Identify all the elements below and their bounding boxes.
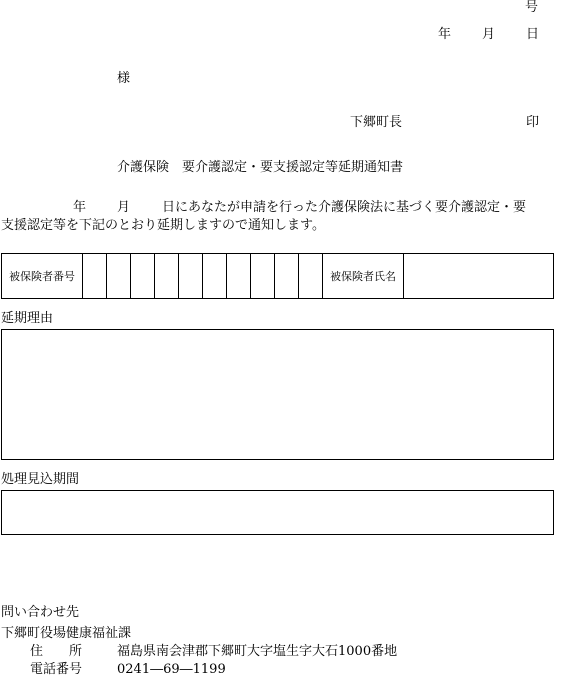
insured-number-digit-3[interactable] <box>131 254 155 299</box>
date-year-label: 年 <box>438 27 452 42</box>
body-year-label: 年 <box>73 200 87 215</box>
insured-number-digit-1[interactable] <box>83 254 107 299</box>
contact-office: 下郷町役場健康福祉課 <box>1 626 132 641</box>
body-text-line1: 日にあなたが申請を行った介護保険法に基づく要介護認定・要 <box>162 200 527 215</box>
number-label: 号 <box>525 0 539 15</box>
insured-number-digit-4[interactable] <box>155 254 179 299</box>
insured-number-digit-5[interactable] <box>179 254 203 299</box>
issuer-title: 下郷町長 <box>350 115 403 130</box>
insured-number-digit-7[interactable] <box>227 254 251 299</box>
reason-label: 延期理由 <box>1 311 54 326</box>
contact-address-label: 住 所 <box>30 644 83 659</box>
insured-number-digit-2[interactable] <box>107 254 131 299</box>
insured-name-label: 被保険者氏名 <box>323 254 404 299</box>
insured-number-digit-10[interactable] <box>299 254 323 299</box>
body-text-line2: 支援認定等を下記のとおり延期しますので通知します。 <box>1 218 325 233</box>
seal-mark: 印 <box>526 115 540 130</box>
document-title: 介護保険 要介護認定・要支援認定等延期通知書 <box>117 160 404 175</box>
contact-phone: 0241―69―1199 <box>117 662 226 677</box>
insured-number-digit-6[interactable] <box>203 254 227 299</box>
reason-box[interactable] <box>1 329 554 460</box>
contact-phone-label: 電話番号 <box>30 662 83 677</box>
period-label: 処理見込期間 <box>1 472 80 487</box>
contact-heading: 問い合わせ先 <box>1 605 80 620</box>
body-month-label: 月 <box>117 200 131 215</box>
date-day-label: 日 <box>526 27 540 42</box>
contact-address: 福島県南会津郡下郷町大字塩生字大石1000番地 <box>117 644 398 659</box>
period-box[interactable] <box>1 490 554 535</box>
insured-number-digit-8[interactable] <box>251 254 275 299</box>
insured-number-digit-9[interactable] <box>275 254 299 299</box>
insured-number-label: 被保険者番号 <box>2 254 83 299</box>
date-month-label: 月 <box>482 27 496 42</box>
insured-name-field[interactable] <box>404 254 554 299</box>
insured-info-table <box>1 253 554 299</box>
addressee-honorific: 様 <box>117 71 131 86</box>
